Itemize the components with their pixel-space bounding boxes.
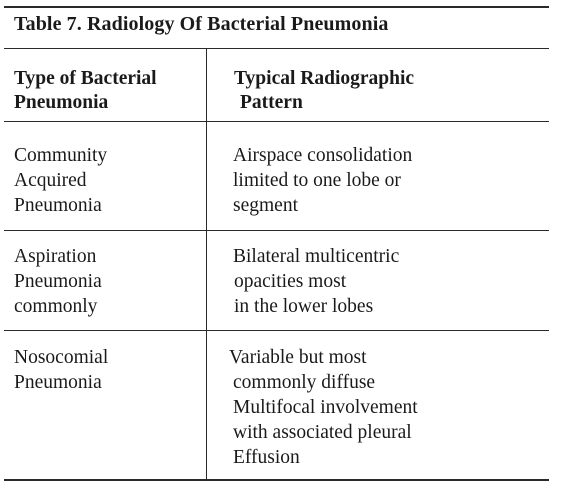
title-rule <box>4 48 549 49</box>
header-pattern-line-2: Pattern <box>240 92 303 113</box>
row-1-type-line-1: Community <box>14 145 108 166</box>
row-3-type <box>14 345 108 395</box>
row-2-type <box>14 244 102 319</box>
column-divider <box>206 49 207 479</box>
row-2-rule <box>4 330 549 331</box>
row-2-pattern-line-3: in the lower lobes <box>234 296 374 317</box>
row-3-pattern <box>229 345 418 470</box>
top-rule <box>4 6 549 8</box>
row-3-pattern-line-5: Effusion <box>233 447 300 468</box>
row-3-type-line-1: Nosocomial <box>14 347 109 368</box>
row-2-type-line-3: commonly <box>14 296 98 317</box>
row-2-type-line-1: Aspiration <box>14 246 97 267</box>
header-pattern <box>234 67 414 115</box>
table-title: Table 7. Radiology Of Bacterial Pneumonia <box>14 13 389 35</box>
header-rule <box>4 121 549 122</box>
header-pattern-line-1: Typical Radiographic <box>234 68 415 89</box>
row-1-pattern <box>233 143 412 218</box>
row-1-pattern-line-1: Airspace consolidation <box>233 145 413 166</box>
row-1-type <box>14 143 107 218</box>
bottom-rule <box>4 479 549 481</box>
row-2-pattern <box>233 244 399 319</box>
header-type <box>14 67 157 115</box>
row-3-pattern-line-2: commonly diffuse <box>233 372 376 393</box>
row-3-pattern-line-1: Variable but most <box>229 347 367 368</box>
row-1-type-line-2: Acquired <box>14 170 87 191</box>
row-1-pattern-line-2: limited to one lobe or <box>233 170 401 191</box>
row-3-type-line-2: Pneumonia <box>14 372 102 393</box>
row-2-type-line-2: Pneumonia <box>14 271 102 292</box>
row-1-pattern-line-3: segment <box>233 195 298 216</box>
row-1-rule <box>4 230 549 231</box>
row-3-pattern-line-4: with associated pleural <box>233 422 412 443</box>
row-1-type-line-3: Pneumonia <box>14 195 102 216</box>
row-2-pattern-line-2: opacities most <box>234 271 347 292</box>
header-type-line-2: Pneumonia <box>14 92 109 113</box>
row-2-pattern-line-1: Bilateral multicentric <box>233 246 400 267</box>
row-3-pattern-line-3: Multifocal involvement <box>233 397 418 418</box>
header-type-line-1: Type of Bacterial <box>14 68 157 89</box>
